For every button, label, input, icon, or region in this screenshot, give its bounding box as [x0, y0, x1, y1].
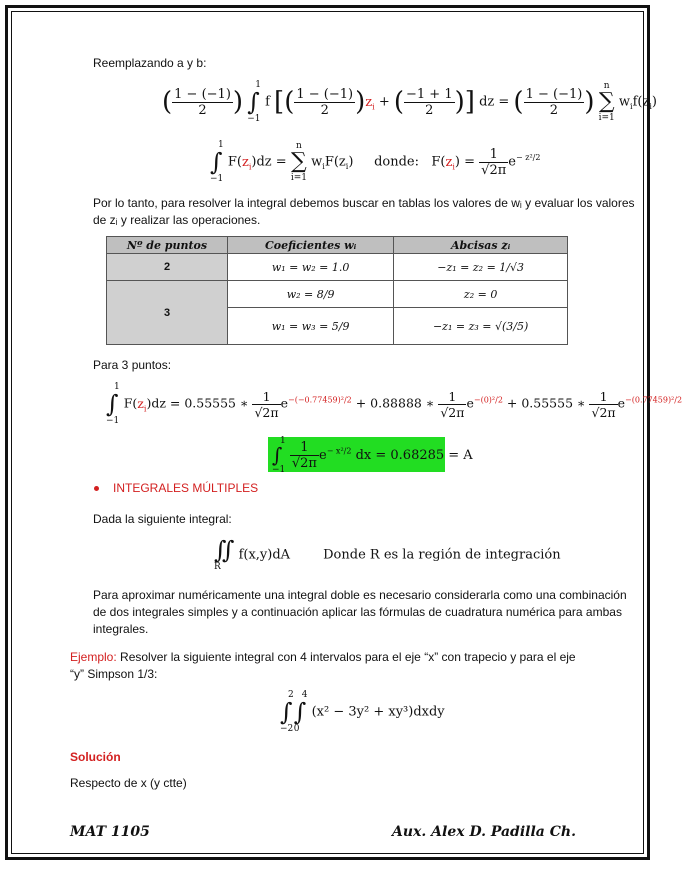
- table-row: w₁ = w₃ = 5/9 −z₁ = z₃ = √(3/5): [107, 308, 568, 345]
- given-integral-label: Dada la siguiente integral:: [93, 512, 232, 526]
- bullet-icon: [94, 486, 99, 491]
- equation-double-integral: ∬ R f(x,y)dA Donde R es la región de integración: [214, 536, 561, 572]
- solution-label: Solución: [70, 750, 121, 764]
- equation-example-integral: 2 ∫ −2 4 ∫ 0 (x² − 3y² + xy³)dxdy: [280, 690, 445, 734]
- equation-quadrature-substitution: ( $\frac{1 - (-1)}{2}$ ) 1 ∫ −1 f [( $\frac{1 - (-1)}{2}$ )$z_i$ + ( $\frac{-1 + 1}{2}$ )] dz = ( $\frac{1 - (-1)}{2}$ ) n ∑ i=1 $w_if(z_i)$: [162, 80, 657, 124]
- equation-three-points: 1 ∫ −1 $F(z_i)dz = 0.55555$ ∗ $\frac{1}{√2\pi}$ $e^{-(-0.77459)^2/2} + 0.88888$ ∗ $\frac{1}{√2\pi}$ $e^{-(0)^2/2} + 0.55555$ ∗ $\frac{1}{√2\pi}$ $e^{-(0.77459)^2/2}$: [106, 382, 682, 426]
- respect-line: Respecto de x (y ctte): [70, 776, 187, 790]
- intro-line: Reemplazando a y b:: [93, 56, 207, 70]
- table-row: 3 w₂ = 8/9 z₂ = 0: [107, 281, 568, 308]
- equation-weighted-sum: 1 ∫ −1 $F(z_i)dz$ = n ∑ i=1 $w_iF(z_i)$ donde: $F(z_i)$ = $\frac{1}{√2\pi}$ $e^{- z^2/2}$: [210, 140, 541, 184]
- three-points-label: Para 3 puntos:: [93, 358, 172, 372]
- footer-course: MAT 1105: [70, 824, 150, 840]
- table-header-weights: Coeficientes wᵢ: [228, 237, 394, 254]
- section-title: INTEGRALES MÚLTIPLES: [113, 481, 259, 495]
- paragraph-tables: Por lo tanto, para resolver la integral debemos buscar en tablas los valores de wᵢ y evaluar los valores de zᵢ y realizar las operaciones.: [93, 196, 635, 227]
- gauss-quadrature-table: [106, 236, 568, 345]
- table-row: 2 w₁ = w₂ = 1.0 −z₁ = z₂ = 1/√3: [107, 254, 568, 281]
- footer-author: Aux. Alex D. Padilla Ch.: [392, 824, 576, 840]
- paragraph-double-integral: Para aproximar numéricamente una integral doble es necesario considerarla como una combinación de dos integrales simples y a continuación aplicar las fórmulas de cuadratura numérica para ambas integrales.: [93, 588, 627, 636]
- example-line-2: “y” Simpson 1/3:: [70, 667, 158, 681]
- table-header-points: Nº de puntos: [107, 237, 228, 254]
- equation-result: 1 ∫ −1 $\frac{1}{√2\pi}$ $e^{- x^2/2}$ dx = 0.68285 = A: [272, 436, 473, 475]
- example-label: Ejemplo:: [70, 650, 117, 664]
- table-header-abscissas: Abcisas zᵢ: [394, 237, 568, 254]
- example-line: Ejemplo: Resolver la siguiente integral con 4 intervalos para el eje “x” con trapecio y para el eje: [70, 650, 576, 664]
